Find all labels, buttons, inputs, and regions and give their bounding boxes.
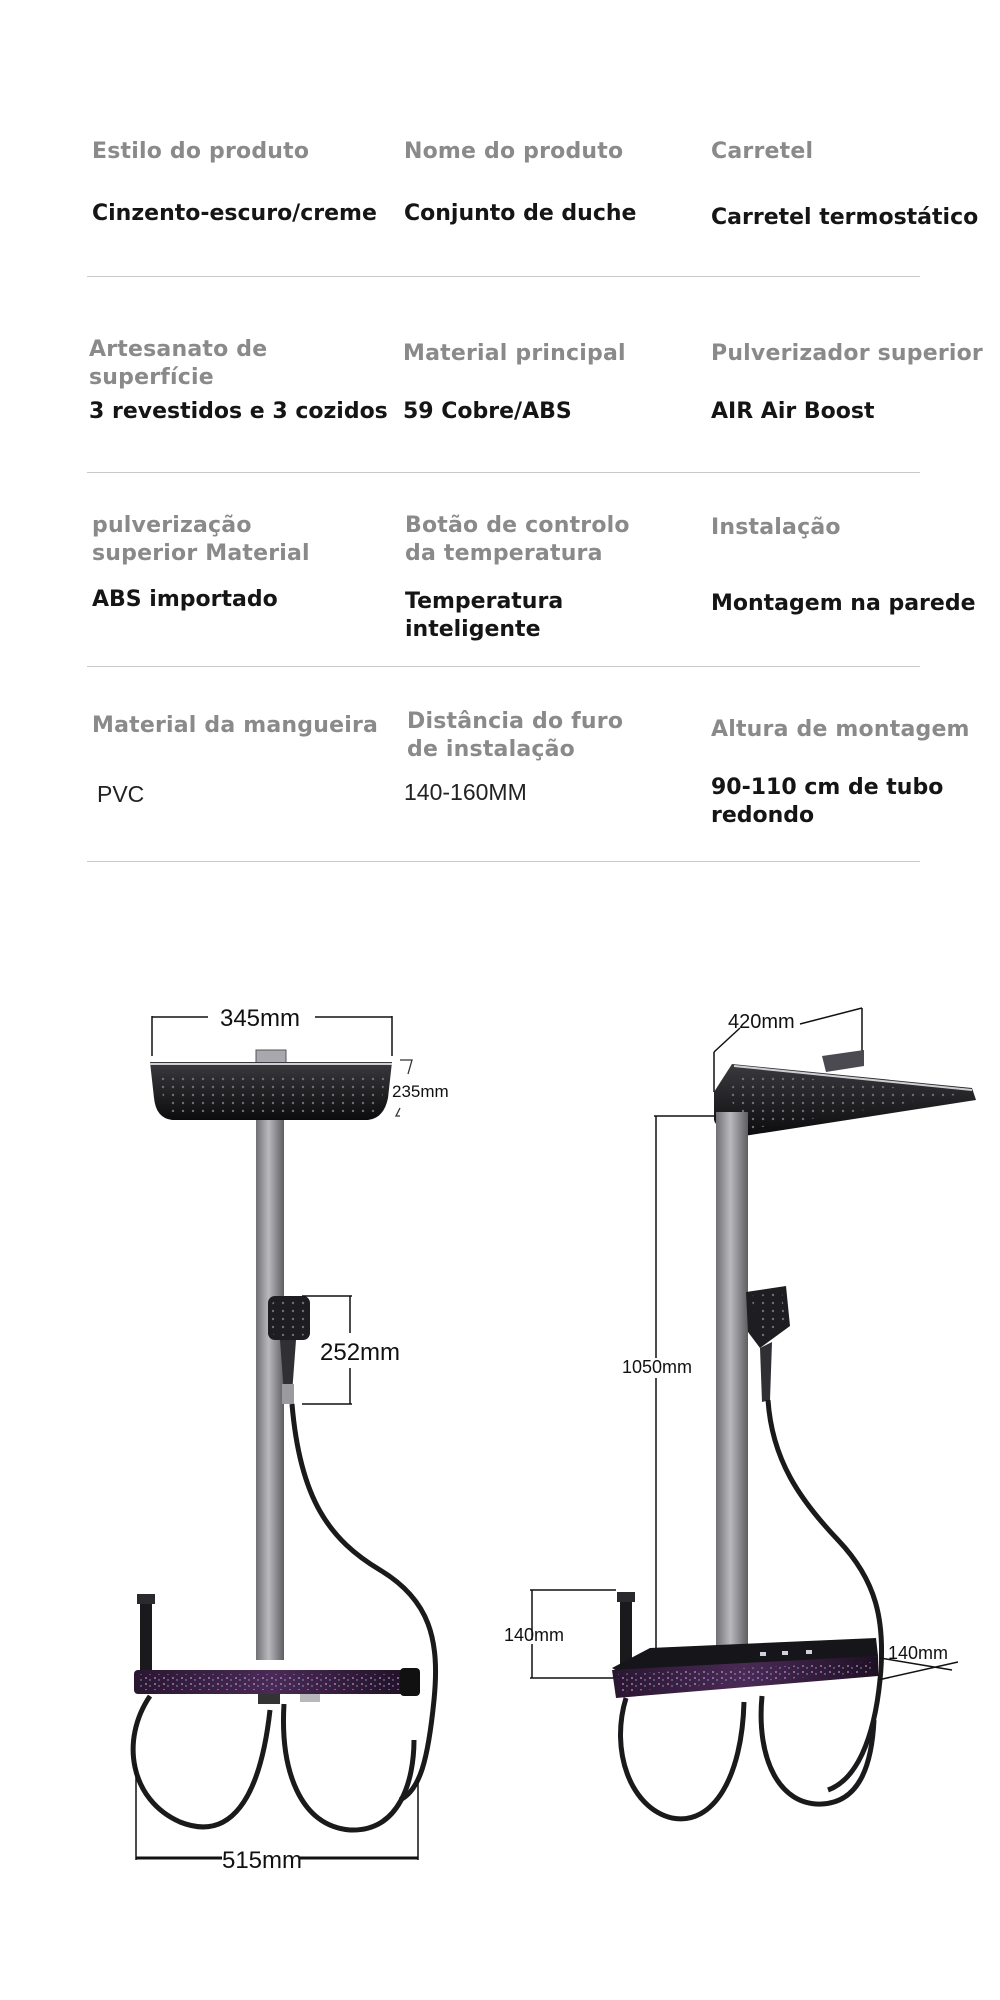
row-divider: [87, 276, 920, 277]
spec-value: 3 revestidos e 3 cozidos: [89, 399, 388, 424]
front-head-width-label: 345mm: [219, 1005, 301, 1032]
spec-cell: [92, 712, 392, 807]
spec-label: Pulverizador superior: [711, 341, 983, 366]
spec-cell: [711, 340, 1000, 424]
spec-cell: [92, 138, 392, 226]
front-bar-width-label: 515mm: [221, 1847, 303, 1874]
spec-cell: [403, 340, 703, 424]
spec-label: Altura de montagem: [711, 717, 970, 742]
side-bar-depth-label: 140mm: [888, 1643, 949, 1663]
spec-value: 90-110 cm de tubo redondo: [711, 775, 944, 828]
row-divider: [87, 472, 920, 473]
spec-label: Nome do produto: [404, 139, 624, 164]
spec-label: Botão de controlo da temperatura: [405, 513, 630, 566]
side-tap-height-label: 140mm: [504, 1625, 565, 1645]
handheld-length-label: 252mm: [320, 1339, 401, 1366]
spec-label: Distância do furo de instalação: [407, 709, 624, 762]
spec-value: Montagem na parede: [711, 591, 976, 616]
dimension-diagram: [0, 980, 1000, 2000]
row-divider: [87, 861, 920, 862]
spec-label: Material principal: [403, 341, 626, 366]
front-head-depth-label: 235mm: [392, 1082, 449, 1101]
spec-value: ABS importado: [92, 587, 278, 612]
spec-value: PVC: [97, 781, 145, 807]
spec-cell: [711, 716, 1000, 828]
spec-value: 140-160MM: [404, 779, 527, 805]
side-view: [504, 1008, 976, 1819]
side-head-width-label: 420mm: [728, 1011, 795, 1033]
spec-cell: [711, 138, 1000, 230]
spec-label: Material da mangueira: [92, 713, 379, 738]
spec-cell: [92, 512, 392, 612]
spec-cell: [711, 514, 1000, 616]
spec-value: Cinzento-escuro/creme: [92, 201, 377, 226]
spec-value: Temperatura inteligente: [405, 589, 564, 642]
spec-value: AIR Air Boost: [711, 399, 875, 424]
spec-label: Instalação: [711, 515, 841, 540]
spec-cell: [89, 336, 389, 424]
spec-cell: [405, 512, 705, 642]
side-height-label: 1050mm: [622, 1357, 693, 1377]
spec-label: Estilo do produto: [92, 139, 310, 164]
row-divider: [87, 666, 920, 667]
spec-value: 59 Cobre/ABS: [403, 399, 572, 424]
spec-label: pulverização superior Material: [92, 513, 310, 566]
spec-value: Conjunto de duche: [404, 201, 637, 226]
front-view: [133, 1005, 449, 1874]
spec-label: Artesanato de superfície: [89, 337, 268, 390]
spec-value: Carretel termostático: [711, 205, 979, 230]
spec-cell: [404, 138, 704, 226]
spec-cell: [404, 708, 707, 805]
spec-label: Carretel: [711, 139, 814, 164]
